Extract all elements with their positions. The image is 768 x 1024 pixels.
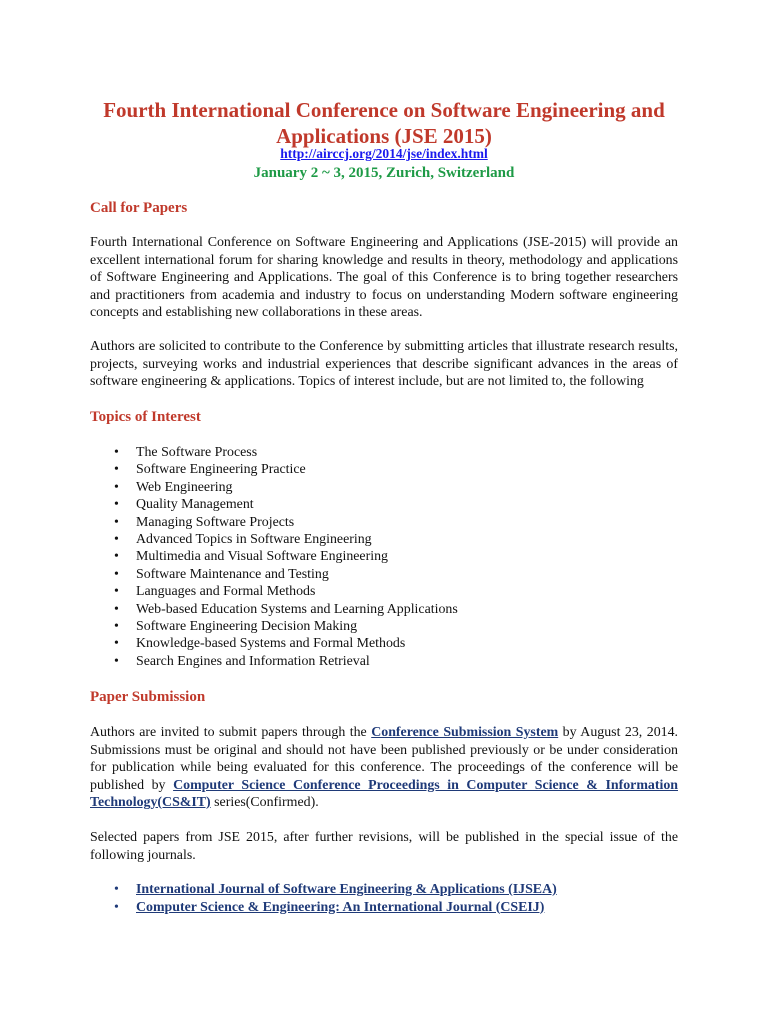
topic-label: Languages and Formal Methods xyxy=(136,584,316,600)
call-for-papers-paragraph-2: Authors are solicited to contribute to the Conference by submitting articles that illustrate research results, projects, surveying works and industrial experiences that describe significant advances in the areas of software engineering & applications. Topics of interest include, but are not limited to, the following xyxy=(90,339,678,389)
topic-label: Multimedia and Visual Software Engineering xyxy=(136,549,388,565)
cs-it-proceedings-link[interactable]: Computer Science Conference Proceedings in Computer Science & Information Technology(CS&IT) xyxy=(90,777,678,810)
list-item xyxy=(90,566,458,583)
conference-url-link[interactable]: http://airccj.org/2014/jse/index.html xyxy=(280,146,488,161)
bullet-icon: • xyxy=(114,479,119,495)
list-item xyxy=(90,635,458,652)
bullet-icon: • xyxy=(114,497,119,513)
topics-of-interest-heading: Topics of Interest xyxy=(90,409,201,425)
list-item xyxy=(90,881,557,899)
list-item xyxy=(90,531,458,548)
bullet-icon: • xyxy=(114,549,119,565)
bullet-icon: • xyxy=(114,566,119,582)
bullet-icon: • xyxy=(114,462,119,478)
topics-list xyxy=(90,444,458,670)
submission-text-2: by August 23, 2014. Submissions must be original and should not have been published previously or be under consideration for publication while being evaluated for this conference. The proceedings of the conference will be published by xyxy=(90,725,679,793)
bullet-icon: • xyxy=(114,653,119,669)
bullet-icon: • xyxy=(114,899,119,915)
topic-label: Search Engines and Information Retrieval xyxy=(136,653,370,669)
topic-label: Web-based Education Systems and Learning Applications xyxy=(136,601,458,617)
topic-label: Software Engineering Practice xyxy=(136,462,306,478)
list-item xyxy=(90,496,458,513)
list-item xyxy=(90,479,458,496)
submission-text-3: series(Confirmed). xyxy=(210,795,319,810)
topic-label: Knowledge-based Systems and Formal Methods xyxy=(136,636,406,652)
call-for-papers-heading: Call for Papers xyxy=(90,200,188,216)
bullet-icon: • xyxy=(114,601,119,617)
bullet-icon: • xyxy=(114,636,119,652)
journal-link-cseij[interactable]: Computer Science & Engineering: An International Journal (CSEIJ) xyxy=(136,899,545,915)
bullet-icon: • xyxy=(114,619,119,635)
conference-title: Fourth International Conference on Software Engineering and Applications (JSE 2015) xyxy=(103,98,665,148)
bullet-icon: • xyxy=(114,445,119,460)
paper-submission-paragraph-1 xyxy=(90,724,678,812)
bullet-icon: • xyxy=(114,584,119,600)
list-item xyxy=(90,461,458,478)
list-item xyxy=(90,653,458,670)
bullet-icon: • xyxy=(114,514,119,530)
list-item xyxy=(90,618,458,635)
paper-submission-paragraph-2: Selected papers from JSE 2015, after further revisions, will be published in the special issue of the following journals. xyxy=(90,830,678,863)
conference-submission-system-link[interactable]: Conference Submission System xyxy=(371,725,559,740)
bullet-icon: • xyxy=(114,882,119,897)
topic-label: Advanced Topics in Software Engineering xyxy=(136,532,372,548)
topic-label: Managing Software Projects xyxy=(136,514,295,530)
list-item xyxy=(90,583,458,600)
list-item xyxy=(90,444,458,461)
list-item xyxy=(90,899,557,917)
list-item xyxy=(90,601,458,618)
journal-link-ijsea[interactable]: International Journal of Software Engineering & Applications (IJSEA) xyxy=(136,882,557,897)
paper-submission-heading: Paper Submission xyxy=(90,689,206,705)
bullet-icon: • xyxy=(114,532,119,548)
call-for-papers-paragraph-1: Fourth International Conference on Software Engineering and Applications (JSE-2015) will provide an excellent international forum for sharing knowledge and results in theory, methodology and applications of Software Engineering and Applications. The goal of this Conference is to bring together researchers and practitioners from academia and industry to focus on understanding Modern software engineering concepts and establishing new collaborations in these areas. xyxy=(90,235,678,320)
topic-label: Software Engineering Decision Making xyxy=(136,619,358,635)
topic-label: Web Engineering xyxy=(136,479,233,495)
topic-label: The Software Process xyxy=(136,445,258,460)
list-item xyxy=(90,548,458,565)
submission-text-1: Authors are invited to submit papers through the xyxy=(90,725,372,740)
topic-label: Quality Management xyxy=(136,497,254,513)
conference-url-line xyxy=(90,146,678,162)
list-item xyxy=(90,514,458,531)
conference-dates: January 2 ~ 3, 2015, Zurich, Switzerland xyxy=(253,165,515,181)
topic-label: Software Maintenance and Testing xyxy=(136,566,329,582)
journals-list xyxy=(90,881,557,916)
